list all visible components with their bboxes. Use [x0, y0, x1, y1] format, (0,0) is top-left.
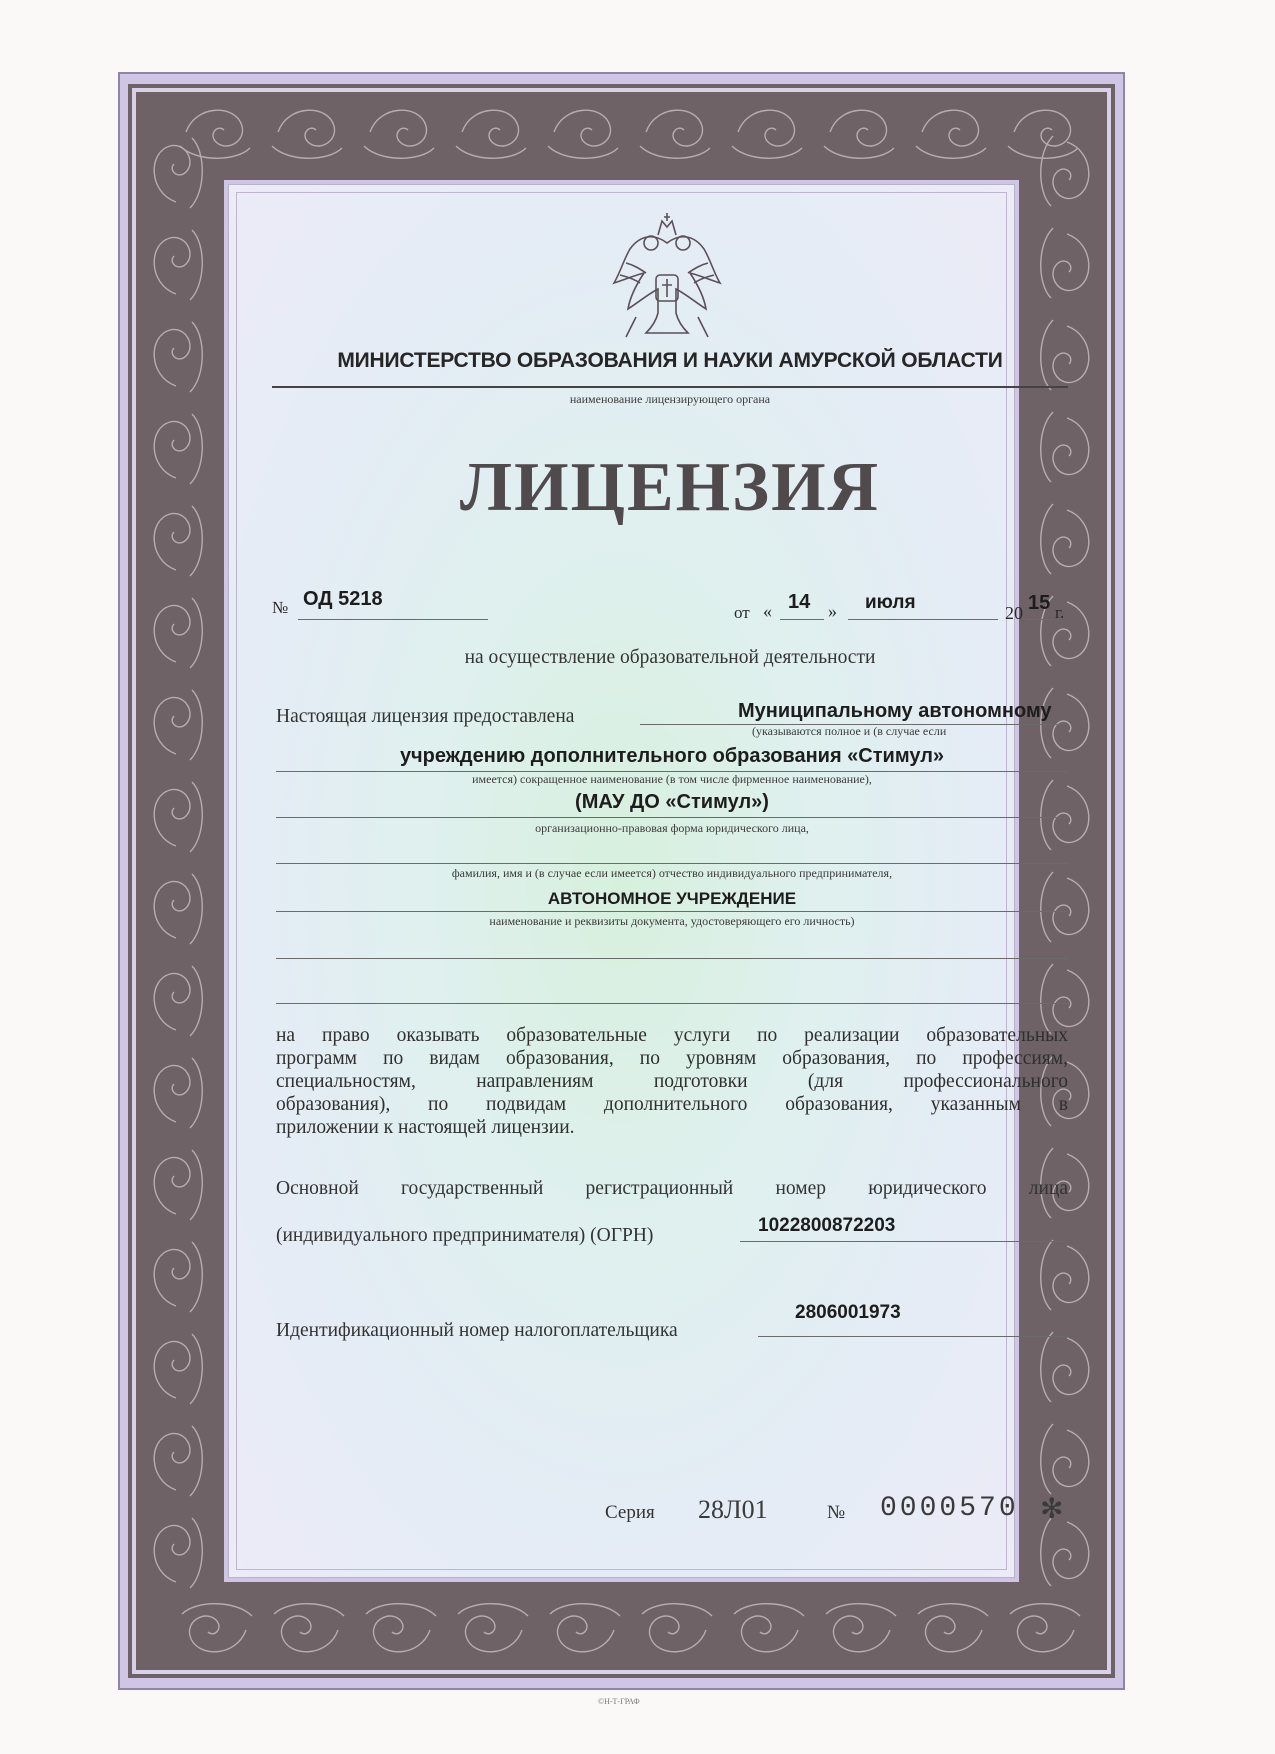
grantee-caption4: фамилия, имя и (в случае если имеется) отчество индивидуального предпринимателя,: [451, 866, 893, 880]
ogrn-line: [740, 1241, 1066, 1242]
coat-of-arms-emblem: [606, 213, 728, 345]
rights-line: приложении к настоящей лицензии.: [276, 1117, 575, 1138]
ogrn-label-line1: Основной государственный регистрационный номер юридического лица: [276, 1178, 1068, 1199]
year-prefix: 20: [1005, 603, 1023, 623]
license-day: 14: [788, 591, 811, 613]
grantee-label: Настоящая лицензия предоставлена: [276, 706, 575, 727]
day-line: [780, 619, 824, 620]
document-title: ЛИЦЕНЗИЯ: [459, 449, 881, 526]
authority-underline: [272, 386, 1068, 388]
inn-label: Идентификационный номер налогоплательщика: [276, 1320, 678, 1341]
rights-line: образования), по подвидам дополнительного образования, указанным в: [276, 1094, 1068, 1115]
ogrn-label-line2: (индивидуального предпринимателя) (ОГРН): [276, 1225, 654, 1246]
license-purpose: на осуществление образовательной деятельности: [464, 647, 876, 668]
grantee-caption3: организационно-правовая форма юридического лица,: [535, 821, 809, 835]
grantee-line7: [276, 1003, 1068, 1004]
organizational-form: АВТОНОМНОЕ УЧРЕЖДЕНИЕ: [547, 889, 797, 908]
grantee-name-line2: учреждению дополнительного образования «Стимул»: [399, 745, 945, 767]
series-number-sign: №: [827, 1502, 846, 1523]
series-label: Серия: [605, 1502, 655, 1523]
grantee-caption5: наименование и реквизиты документа, удостоверяющего его личность): [489, 914, 855, 928]
grantee-line6: [276, 958, 1068, 959]
rights-line: программ по видам образования, по уровням образования, по профессиям,: [276, 1048, 1068, 1069]
license-number-sign: №: [272, 598, 289, 617]
day-open-quote: «: [763, 601, 772, 621]
grantee-short-name: (МАУ ДО «Стимул»): [575, 791, 769, 813]
date-prefix: от: [734, 603, 750, 622]
series-value: 28Л01: [698, 1495, 768, 1524]
day-close-quote: »: [828, 601, 837, 621]
inn-line: [758, 1336, 1066, 1337]
inn-value: 2806001973: [795, 1302, 901, 1323]
rights-line: специальностям, направлениям подготовки (для профессионального: [276, 1071, 1068, 1092]
authority-caption: наименование лицензирующего органа: [569, 392, 771, 406]
year-line: [1026, 619, 1052, 620]
grantee-caption2: имеется) сокращенное наименование (в том числе фирменное наименование),: [472, 772, 872, 786]
ogrn-value: 1022800872203: [758, 1215, 896, 1236]
grantee-name-line1: Муниципальному автономному: [738, 700, 1052, 722]
year-unit: г.: [1055, 603, 1065, 622]
rights-paragraph: [276, 1024, 1068, 1139]
license-year-suffix: 15: [1028, 592, 1051, 614]
grantee-line3: [276, 817, 1068, 818]
series-number: 0000570: [880, 1493, 1019, 1524]
printer-mark: ©Н-Т-ГРАФ: [598, 1697, 640, 1706]
licensing-authority: МИНИСТЕРСТВО ОБРАЗОВАНИЯ И НАУКИ АМУРСКОЙ ОБЛАСТИ: [337, 349, 1003, 372]
grantee-line4: [276, 863, 1068, 864]
license-month: июля: [865, 592, 916, 613]
grantee-line5: [276, 911, 1068, 912]
license-number: ОД 5218: [303, 588, 383, 610]
asterisk-mark: ✻: [1040, 1494, 1064, 1525]
month-line: [848, 619, 998, 620]
license-number-line: [298, 619, 488, 620]
rights-line: на право оказывать образовательные услуги по реализации образовательных: [276, 1025, 1068, 1046]
grantee-caption1: (указываются полное и (в случае если: [752, 724, 947, 738]
